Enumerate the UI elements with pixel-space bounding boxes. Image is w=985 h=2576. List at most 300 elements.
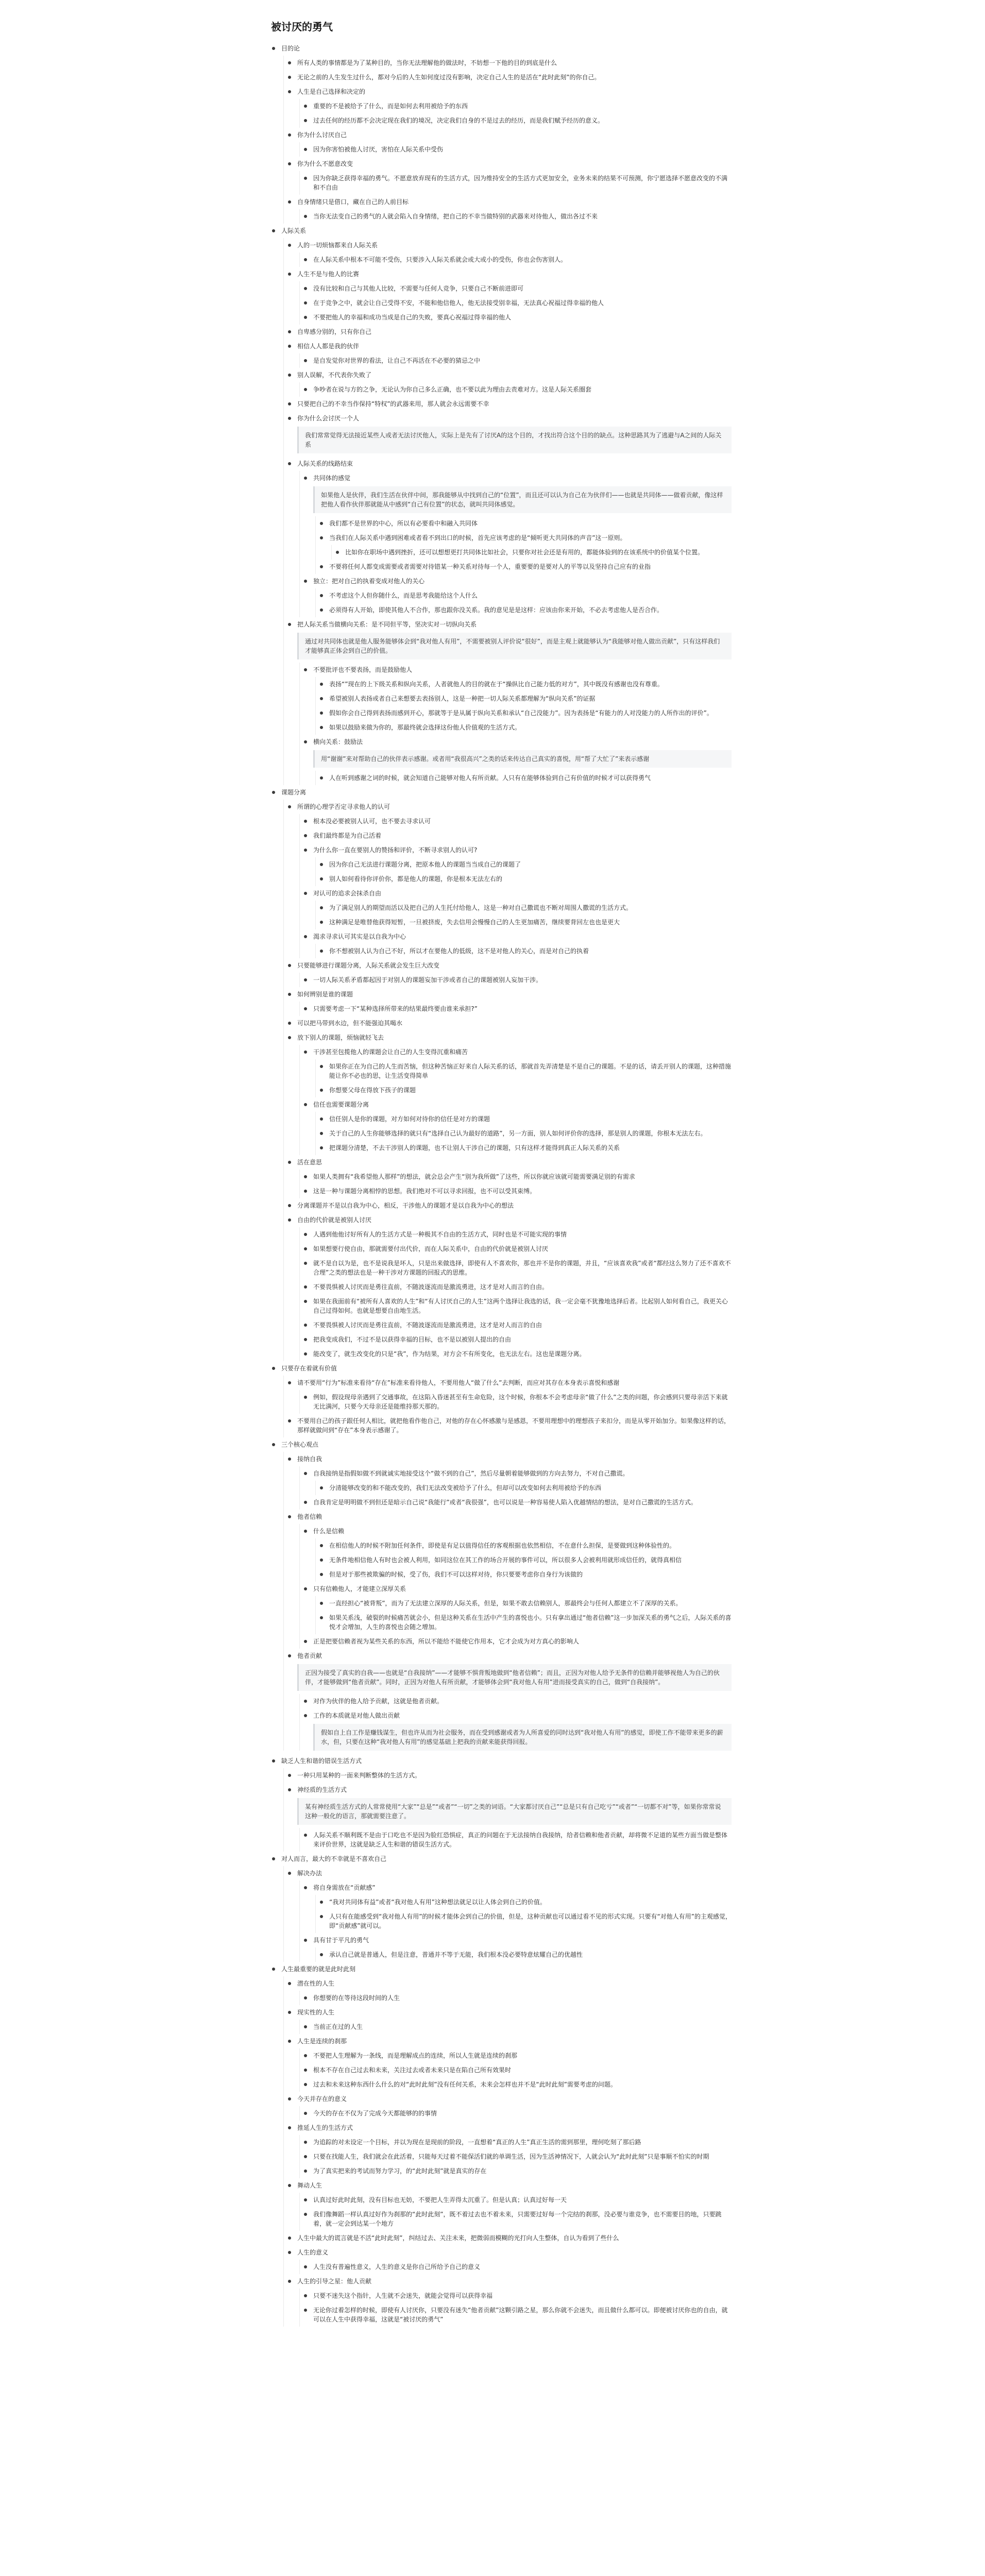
bullet-icon[interactable] — [288, 402, 291, 405]
outline-row[interactable] — [284, 617, 732, 632]
bullet-icon[interactable] — [288, 2011, 291, 2014]
outline-row[interactable] — [284, 70, 732, 84]
bullet-icon[interactable] — [288, 330, 291, 333]
bullet-icon[interactable] — [320, 1089, 323, 1092]
bullet-icon[interactable] — [272, 47, 275, 50]
outline-children — [299, 2135, 732, 2178]
bullet-icon[interactable] — [288, 462, 291, 465]
outline-row[interactable] — [300, 1495, 732, 1510]
outline-row[interactable] — [284, 2121, 732, 2135]
bullet-icon[interactable] — [320, 1544, 323, 1547]
bullet-icon[interactable] — [320, 1132, 323, 1135]
bullet-icon[interactable] — [304, 2265, 307, 2268]
bullet-icon[interactable] — [304, 215, 307, 218]
bullet-icon[interactable] — [304, 1007, 307, 1010]
outline-row[interactable] — [316, 771, 732, 785]
bullet-icon[interactable] — [304, 1324, 307, 1327]
outline-children — [331, 545, 732, 560]
bullet-icon[interactable] — [304, 1939, 307, 1942]
outline-row[interactable] — [300, 99, 732, 113]
bullet-icon[interactable] — [304, 2198, 307, 2201]
bullet-icon[interactable] — [288, 1381, 291, 1384]
outline-item — [284, 1866, 732, 1962]
outline-row[interactable] — [268, 1852, 732, 1866]
outline-row[interactable] — [284, 1016, 732, 1030]
bullet-icon[interactable] — [320, 536, 323, 539]
outline-row[interactable] — [284, 1649, 732, 1663]
outline-row[interactable] — [300, 142, 732, 157]
outline-row[interactable] — [316, 1141, 732, 1155]
bullet-icon[interactable] — [288, 1774, 291, 1777]
bullet-icon[interactable] — [320, 594, 323, 597]
bullet-icon[interactable] — [288, 90, 291, 93]
outline-row[interactable] — [300, 1880, 732, 1895]
bullet-icon[interactable] — [304, 2294, 307, 2297]
outline-row[interactable] — [284, 84, 732, 99]
outline-row[interactable] — [300, 2106, 732, 2121]
bullet-icon[interactable] — [320, 1901, 323, 1904]
outline-row[interactable] — [300, 2135, 732, 2149]
outline-row[interactable] — [300, 1694, 732, 1708]
bullet-icon[interactable] — [288, 1419, 291, 1422]
outline-note: 正因为接受了真实的自我——也就是“自我接纳”——才能够不惧背叛地做到“他者信赖”；而且，正因为对他人给予无条件的信赖并能够视他人为自己的伙伴，才能够做到“他者贡献”。同时，正因为对他人有所贡献，才能够体会到“我对他人有用”进而接受真实的自己，做到“自我接纳”。 — [297, 1664, 732, 1691]
bullet-icon[interactable] — [288, 2126, 291, 2129]
bullet-icon[interactable] — [288, 2097, 291, 2100]
bullet-icon[interactable] — [288, 1204, 291, 1207]
bullet-icon[interactable] — [336, 551, 339, 554]
bullet-icon[interactable] — [320, 608, 323, 612]
bullet-icon[interactable] — [304, 1300, 307, 1303]
outline-row[interactable] — [300, 2048, 732, 2063]
outline-row[interactable] — [300, 1097, 732, 1112]
outline-row[interactable] — [300, 1318, 732, 1332]
bullet-icon[interactable] — [320, 1117, 323, 1121]
outline-row[interactable] — [300, 382, 732, 397]
bullet-icon[interactable] — [288, 273, 291, 276]
outline-row[interactable] — [316, 1567, 732, 1582]
outline-row[interactable] — [300, 1170, 732, 1184]
bullet-icon[interactable] — [304, 2309, 307, 2312]
outline-row[interactable] — [268, 1361, 732, 1376]
bullet-icon[interactable] — [304, 2069, 307, 2072]
bullet-icon[interactable] — [288, 1022, 291, 1025]
outline-row[interactable] — [316, 1112, 732, 1126]
bullet-icon[interactable] — [288, 2251, 291, 2254]
bullet-icon[interactable] — [304, 2141, 307, 2144]
bullet-icon[interactable] — [288, 345, 291, 348]
bullet-icon[interactable] — [304, 2155, 307, 2158]
bullet-icon[interactable] — [288, 162, 291, 165]
outline-row[interactable] — [300, 1347, 732, 1361]
outline-children — [299, 1828, 732, 1852]
outline-row[interactable] — [268, 1962, 732, 1976]
bullet-icon[interactable] — [304, 1587, 307, 1590]
bullet-icon[interactable] — [304, 935, 307, 938]
outline-row[interactable] — [300, 2077, 732, 2092]
outline-row[interactable] — [300, 1466, 732, 1481]
outline-row[interactable] — [284, 1213, 732, 1227]
bullet-icon[interactable] — [288, 374, 291, 377]
outline-children — [299, 1694, 732, 1751]
outline-row[interactable] — [316, 603, 732, 617]
outline-children — [299, 1390, 732, 1414]
bullet-icon[interactable] — [288, 417, 291, 420]
bullet-icon[interactable] — [304, 740, 307, 743]
outline-row[interactable] — [300, 2020, 732, 2034]
outline-row[interactable] — [300, 1708, 732, 1723]
bullet-icon[interactable] — [304, 148, 307, 151]
bullet-icon[interactable] — [304, 1285, 307, 1289]
bullet-icon[interactable] — [288, 200, 291, 204]
bullet-icon[interactable] — [288, 244, 291, 247]
bullet-icon[interactable] — [288, 1458, 291, 1461]
outline-row[interactable] — [300, 2207, 732, 2231]
outline-item — [284, 2005, 732, 2034]
bullet-icon[interactable] — [304, 2112, 307, 2115]
outline-row[interactable] — [284, 1414, 732, 1437]
bullet-icon[interactable] — [320, 1065, 323, 1068]
bullet-icon[interactable] — [304, 316, 307, 319]
bullet-icon[interactable] — [320, 1486, 323, 1489]
bullet-icon[interactable] — [304, 1050, 307, 1054]
outline-row[interactable] — [284, 2005, 732, 2020]
outline-item — [300, 281, 732, 296]
outline-children — [299, 2048, 732, 2092]
outline-item — [268, 1962, 732, 2327]
outline-row[interactable] — [284, 1376, 732, 1390]
bullet-icon[interactable] — [288, 1515, 291, 1518]
bullet-icon[interactable] — [272, 1759, 275, 1762]
outline-row[interactable] — [300, 2193, 732, 2207]
bullet-icon[interactable] — [304, 1996, 307, 1999]
bullet-icon[interactable] — [304, 1886, 307, 1889]
outline-row[interactable] — [284, 2034, 732, 2048]
bullet-icon[interactable] — [288, 61, 291, 64]
outline-row[interactable] — [316, 857, 732, 872]
outline-row[interactable] — [300, 1634, 732, 1649]
outline-row[interactable] — [284, 800, 732, 814]
outline-row[interactable] — [300, 296, 732, 310]
bullet-icon[interactable] — [272, 229, 275, 232]
outline-row[interactable] — [316, 901, 732, 915]
outline-row[interactable] — [316, 1909, 732, 1933]
bullet-icon[interactable] — [320, 565, 323, 568]
outline-row[interactable] — [300, 1390, 732, 1414]
bullet-icon[interactable] — [288, 133, 291, 137]
outline-row[interactable] — [268, 1754, 732, 1768]
bullet-icon[interactable] — [304, 1472, 307, 1475]
outline-item — [284, 987, 732, 1016]
bullet-icon[interactable] — [304, 834, 307, 837]
outline-row[interactable] — [316, 1126, 732, 1141]
outline-item — [284, 1198, 732, 1213]
outline-row[interactable] — [300, 113, 732, 128]
bullet-icon[interactable] — [304, 1700, 307, 1703]
outline-row[interactable] — [300, 2260, 732, 2274]
bullet-icon[interactable] — [288, 993, 291, 996]
outline-row[interactable] — [284, 2231, 732, 2245]
outline-row[interactable] — [284, 397, 732, 411]
outline-children — [315, 1538, 732, 1582]
outline-row[interactable] — [284, 456, 732, 471]
bullet-icon[interactable] — [304, 2170, 307, 2173]
outline-row[interactable] — [300, 252, 732, 267]
bullet-icon[interactable] — [288, 1982, 291, 1985]
outline-row[interactable] — [300, 828, 732, 843]
outline-row[interactable] — [284, 1976, 732, 1991]
outline-row[interactable] — [300, 1294, 732, 1318]
bullet-icon[interactable] — [304, 258, 307, 261]
bullet-icon[interactable] — [304, 1190, 307, 1193]
outline-row[interactable] — [316, 1538, 732, 1553]
bullet-icon[interactable] — [288, 1161, 291, 1164]
outline-row[interactable] — [316, 1947, 732, 1962]
outline-row[interactable] — [316, 1611, 732, 1634]
bullet-icon[interactable] — [304, 2054, 307, 2057]
outline-row[interactable] — [316, 531, 732, 545]
bullet-icon[interactable] — [320, 683, 323, 686]
bullet-icon[interactable] — [320, 697, 323, 700]
bullet-icon[interactable] — [320, 1146, 323, 1149]
bullet-icon[interactable] — [320, 1953, 323, 1956]
outline-row[interactable] — [316, 691, 732, 706]
outline-text: 根本不存在自己过去和未来，关注过去或者未来只是在陷自己所有效果时 — [313, 2066, 512, 2074]
outline-text: 承认自己就是普通人，但是注意，普通并不等于无能，我们根本没必要特意炫耀自己的优越性 — [329, 1951, 583, 1958]
bullet-icon[interactable] — [304, 1396, 307, 1399]
bullet-icon[interactable] — [288, 805, 291, 808]
bullet-icon[interactable] — [288, 2040, 291, 2043]
bullet-icon[interactable] — [304, 359, 307, 362]
outline-row[interactable] — [300, 1045, 732, 1059]
outline-row[interactable] — [316, 1596, 732, 1611]
outline-item — [268, 1437, 732, 1751]
outline-row[interactable] — [284, 1452, 732, 1466]
outline-children — [315, 1112, 732, 1155]
outline-row[interactable] — [316, 560, 732, 574]
bullet-icon[interactable] — [304, 849, 307, 852]
outline-row[interactable] — [316, 915, 732, 929]
bullet-icon[interactable] — [304, 1714, 307, 1717]
bullet-icon[interactable] — [304, 2025, 307, 2028]
bullet-icon[interactable] — [304, 1338, 307, 1341]
outline-row[interactable] — [300, 2303, 732, 2327]
bullet-icon[interactable] — [304, 668, 307, 671]
outline-row[interactable] — [300, 1828, 732, 1852]
bullet-icon[interactable] — [320, 522, 323, 525]
bullet-icon[interactable] — [320, 1616, 323, 1619]
outline-row[interactable] — [300, 353, 732, 368]
outline-row[interactable] — [284, 238, 732, 252]
outline-text: 如果你正在为自己的人生而苦恼，但这种苦恼正好来自人际关系的话，那就首先弄清楚是不是自己的课题。不是的话，请丢开别人的课题，这种措施能让你不必也的思，让生活变得简单 — [329, 1063, 732, 1079]
bullet-icon[interactable] — [288, 2236, 291, 2240]
bullet-icon[interactable] — [304, 177, 307, 180]
outline-row[interactable] — [284, 267, 732, 281]
bullet-icon[interactable] — [320, 711, 323, 715]
outline-row[interactable] — [300, 1280, 732, 1294]
outline-row[interactable] — [284, 56, 732, 70]
bullet-icon[interactable] — [304, 1352, 307, 1355]
bullet-icon[interactable] — [304, 1175, 307, 1178]
outline-row[interactable] — [300, 171, 732, 195]
bullet-icon[interactable] — [320, 877, 323, 880]
bullet-icon[interactable] — [304, 1103, 307, 1106]
outline-row[interactable] — [300, 1227, 732, 1242]
bullet-icon[interactable] — [304, 1530, 307, 1533]
outline-row[interactable] — [316, 1895, 732, 1909]
bullet-icon[interactable] — [288, 2184, 291, 2187]
bullet-icon[interactable] — [304, 892, 307, 895]
bullet-icon[interactable] — [288, 1872, 291, 1875]
outline-row[interactable] — [300, 2289, 732, 2303]
outline-row[interactable] — [300, 1184, 732, 1198]
outline-row[interactable] — [300, 1256, 732, 1280]
outline-item — [300, 929, 732, 958]
bullet-icon[interactable] — [304, 1262, 307, 1265]
outline-text: 人生中最大的谎言就是不活“此时此刻”，纠结过去、关注未来，把微弱而模糊的光打向人生整体，自认为看到了些什么 — [297, 2234, 619, 2242]
outline-row[interactable] — [300, 973, 732, 987]
outline-row[interactable] — [300, 281, 732, 296]
bullet-icon[interactable] — [288, 1218, 291, 1222]
outline-row[interactable] — [300, 574, 732, 588]
outline-row[interactable] — [300, 735, 732, 749]
bullet-icon[interactable] — [320, 863, 323, 866]
bullet-icon[interactable] — [288, 1036, 291, 1039]
bullet-icon[interactable] — [320, 1558, 323, 1562]
outline-row[interactable] — [300, 929, 732, 944]
outline-row[interactable] — [316, 1481, 732, 1495]
outline-row[interactable] — [284, 1198, 732, 1213]
bullet-icon[interactable] — [272, 791, 275, 794]
outline-row[interactable] — [300, 814, 732, 828]
bullet-icon[interactable] — [320, 776, 323, 779]
outline-row[interactable] — [300, 663, 732, 677]
outline-row[interactable] — [284, 958, 732, 973]
bullet-icon[interactable] — [304, 1640, 307, 1643]
bullet-icon[interactable] — [288, 76, 291, 79]
outline-row[interactable] — [284, 2092, 732, 2106]
bullet-icon[interactable] — [304, 2083, 307, 2086]
outline-row[interactable] — [300, 1933, 732, 1947]
bullet-icon[interactable] — [320, 950, 323, 953]
bullet-icon[interactable] — [320, 1915, 323, 1918]
bullet-icon[interactable] — [288, 1788, 291, 1791]
bullet-icon[interactable] — [304, 105, 307, 108]
outline-children — [315, 857, 732, 886]
bullet-icon[interactable] — [288, 1654, 291, 1657]
bullet-icon[interactable] — [304, 301, 307, 304]
outline-row[interactable] — [300, 843, 732, 857]
outline-row[interactable] — [300, 1332, 732, 1347]
outline-row[interactable] — [284, 1783, 732, 1797]
outline-row[interactable] — [284, 2178, 732, 2193]
outline-row[interactable] — [284, 325, 732, 339]
outline-row[interactable] — [316, 720, 732, 735]
bullet-icon[interactable] — [320, 726, 323, 729]
bullet-icon[interactable] — [304, 287, 307, 290]
outline-item — [300, 1524, 732, 1582]
outline-row[interactable] — [316, 1059, 732, 1083]
outline-row[interactable] — [316, 1553, 732, 1567]
bullet-icon[interactable] — [304, 1233, 307, 1236]
outline-row[interactable] — [284, 368, 732, 382]
bullet-icon[interactable] — [304, 2213, 307, 2216]
bullet-icon[interactable] — [304, 1501, 307, 1504]
outline-row[interactable] — [316, 516, 732, 531]
outline-row[interactable] — [284, 2274, 732, 2289]
outline-row[interactable] — [284, 1030, 732, 1045]
bullet-icon[interactable] — [272, 1443, 275, 1446]
outline-row[interactable] — [316, 872, 732, 886]
bullet-icon[interactable] — [304, 388, 307, 391]
bullet-icon[interactable] — [288, 2280, 291, 2283]
outline-row[interactable] — [268, 224, 732, 238]
outline-row[interactable] — [300, 2063, 732, 2077]
outline-row[interactable] — [300, 886, 732, 901]
bullet-icon[interactable] — [288, 623, 291, 626]
outline-row[interactable] — [284, 1510, 732, 1524]
outline-text: 不要畏惧被人讨厌而是勇往直前，不随波逐流而是激流勇进，这才是对人而言的自由。 — [313, 1283, 549, 1291]
outline-row[interactable] — [300, 209, 732, 224]
outline-row[interactable] — [332, 545, 732, 560]
outline-row[interactable] — [300, 1582, 732, 1596]
outline-row[interactable] — [284, 195, 732, 209]
outline-row[interactable] — [284, 1768, 732, 1783]
bullet-icon[interactable] — [304, 1247, 307, 1250]
outline-row[interactable] — [316, 1083, 732, 1097]
bullet-icon[interactable] — [304, 477, 307, 480]
outline-row[interactable] — [284, 128, 732, 142]
outline-item — [284, 1030, 732, 1155]
bullet-icon[interactable] — [304, 820, 307, 823]
outline-row[interactable] — [284, 1155, 732, 1170]
outline-item — [284, 1649, 732, 1751]
outline-row[interactable] — [284, 157, 732, 171]
bullet-icon[interactable] — [272, 1857, 275, 1860]
outline-row[interactable] — [316, 944, 732, 958]
bullet-icon[interactable] — [272, 1968, 275, 1971]
bullet-icon[interactable] — [272, 1367, 275, 1370]
bullet-icon[interactable] — [304, 978, 307, 981]
bullet-icon[interactable] — [320, 1573, 323, 1576]
outline-row[interactable] — [316, 588, 732, 603]
outline-row[interactable] — [284, 987, 732, 1002]
outline-row[interactable] — [300, 1991, 732, 2005]
bullet-icon[interactable] — [304, 1834, 307, 1837]
bullet-icon[interactable] — [320, 921, 323, 924]
bullet-icon[interactable] — [320, 1602, 323, 1605]
outline-row[interactable] — [300, 2149, 732, 2164]
outline-row[interactable] — [284, 411, 732, 426]
outline-row[interactable] — [268, 1437, 732, 1452]
outline-row[interactable] — [268, 785, 732, 800]
outline-row[interactable] — [284, 2245, 732, 2260]
outline-row[interactable] — [316, 706, 732, 720]
outline-row[interactable] — [300, 1002, 732, 1016]
outline-row[interactable] — [300, 471, 732, 485]
outline-row[interactable] — [284, 1866, 732, 1880]
bullet-icon[interactable] — [304, 119, 307, 122]
bullet-icon[interactable] — [320, 906, 323, 909]
bullet-icon[interactable] — [288, 964, 291, 967]
outline-row[interactable] — [300, 1524, 732, 1538]
outline-row[interactable] — [300, 1242, 732, 1256]
outline-row[interactable] — [300, 2164, 732, 2178]
outline-row[interactable] — [268, 41, 732, 56]
bullet-icon[interactable] — [304, 580, 307, 583]
outline-row[interactable] — [316, 677, 732, 691]
outline-row[interactable] — [300, 310, 732, 325]
outline-row[interactable] — [284, 339, 732, 353]
